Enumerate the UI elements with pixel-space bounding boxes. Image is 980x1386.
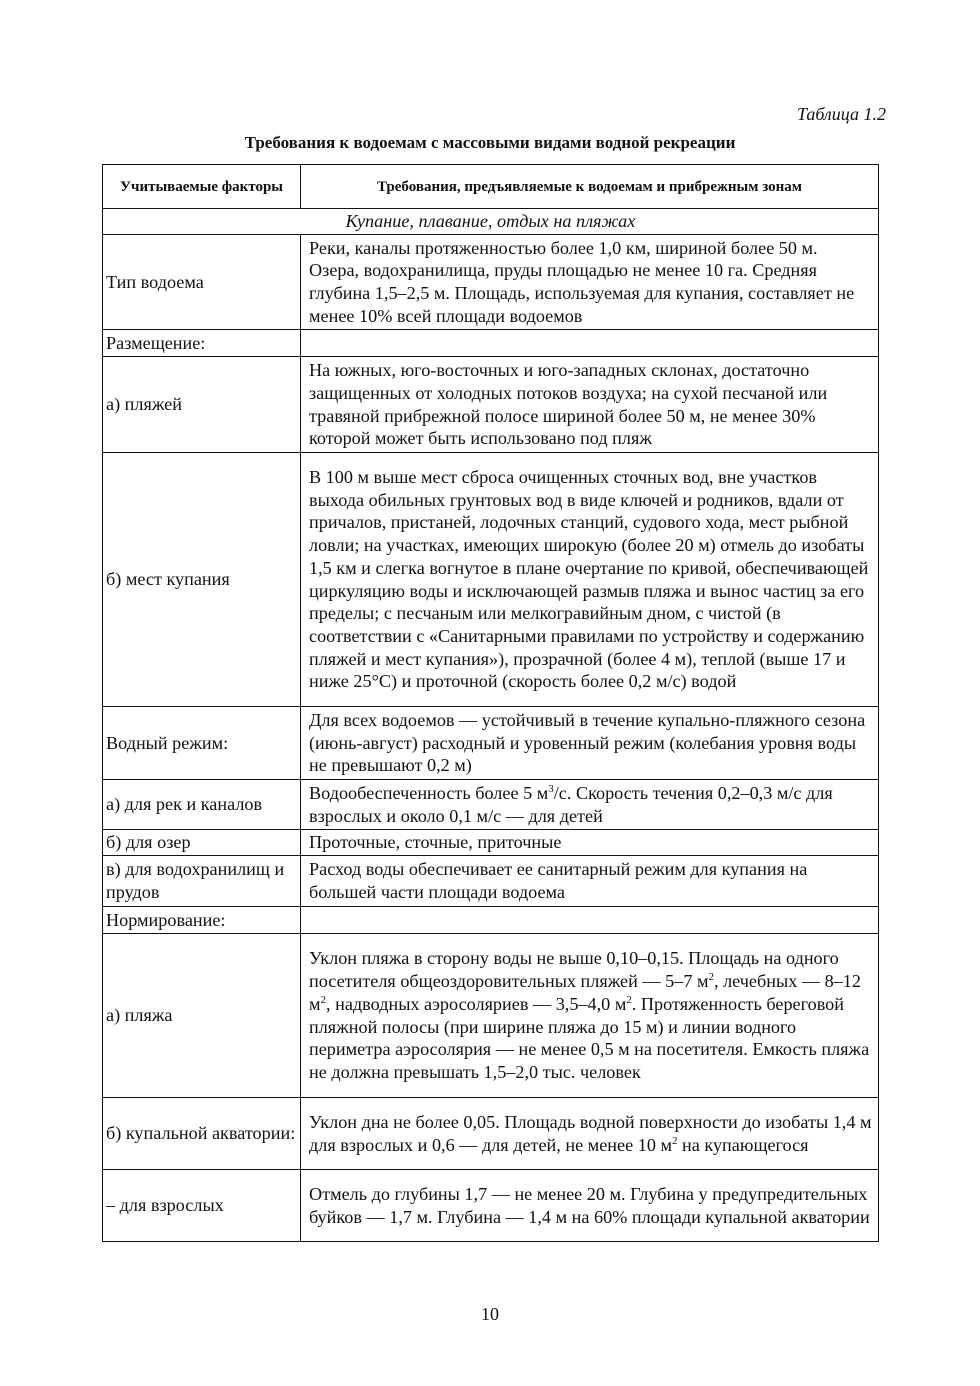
- table-row: [103, 707, 879, 780]
- factor-cell: Тип водоема: [103, 235, 301, 330]
- superscript: 2: [626, 993, 632, 1006]
- superscript: 2: [320, 993, 327, 1006]
- requirement-cell: [301, 330, 879, 357]
- factor-cell: б) мест купания: [103, 453, 301, 707]
- section-row: [103, 209, 879, 235]
- table-row: [103, 1170, 879, 1242]
- table-number-label: Таблица 1.2: [796, 104, 886, 124]
- requirement-cell: [301, 780, 879, 830]
- section-title: Купание, плавание, отдых на пляжах: [103, 209, 879, 235]
- table-row: [103, 907, 879, 934]
- factor-cell: а) для рек и каналов: [103, 780, 301, 830]
- requirement-cell: В 100 м выше мест сброса очищенных сточных вод, вне участков выхода обильных грунтовых вод в виде ключей и родников, вдали от причалов, пристаней, лодочных станций, судового хода, мест рыбной ловли; на участках, имеющих широкую (более 20 м) отмель до изобаты 1,5 км и слегка вогнутое в плане очертание по кривой, обеспечивающей циркуляцию воды и исключающей размыв пляжа и вынос частиц за его пределы; с песчаным или мелкогравийным дном, с чистой (в соответствии с «Санитарными правилами по устройству и содержанию пляжей и мест купания»), прозрачной (более 4 м), теплой (выше 17 и ниже 25°С) и проточной (скорость более 0,2 м/с) водой: [301, 453, 879, 707]
- table-row: [103, 830, 879, 856]
- factor-cell: Водный режим:: [103, 707, 301, 780]
- table-row: [103, 453, 879, 707]
- requirement-cell: Расход воды обеспечивает ее санитарный режим для купания на большей части площади водоема: [301, 856, 879, 907]
- factor-cell: б) для озер: [103, 830, 301, 856]
- table-row: [103, 780, 879, 830]
- superscript: 3: [548, 782, 554, 795]
- factor-cell: а) пляжей: [103, 357, 301, 453]
- superscript: 2: [708, 971, 714, 984]
- column-header-requirements: Требования, предъявляемые к водоемам и прибрежным зонам: [301, 165, 879, 209]
- table-row: [103, 357, 879, 453]
- text-segment: . Протяженность береговой пляжной полосы (при ширине пляжа до 15 м) и линии водного периметра аэросолярия — не менее 0,5 м на посетителя. Емкость пляжа не должна превышать 1,5–2,0 тыс. человек: [309, 993, 870, 1082]
- text-segment: Водообеспеченность более 5 м: [309, 782, 549, 803]
- requirement-cell: Отмель до глубины 1,7 — не менее 20 м. Глубина у предупредительных буйков — 1,7 м. Глубина — 1,4 м на 60% площади купальной акватории: [301, 1170, 879, 1242]
- page-number: 10: [481, 1304, 499, 1324]
- text-segment: /с. Скорость течения 0,2–0,3 м/с для взрослых и около 0,1 м/с — для детей: [309, 782, 833, 826]
- table-row: [103, 235, 879, 330]
- table-row: [103, 934, 879, 1098]
- table-row: [103, 856, 879, 907]
- text-segment: , надводных аэросоляриев — 3,5–4,0 м: [326, 993, 627, 1014]
- requirement-cell: Для всех водоемов — устойчивый в течение купально-пляжного сезона (июнь-август) расходный и уровенный режим (колебания уровня воды не превышают 0,2 м): [301, 707, 879, 780]
- superscript: 2: [671, 1134, 678, 1147]
- factor-cell: Нормирование:: [103, 907, 301, 934]
- requirement-cell: Реки, каналы протяженностью более 1,0 км, шириной более 50 м. Озера, водохранилища, пруды площадью не менее 10 га. Средняя глубина 1,5–2,5 м. Площадь, используемая для купания, составляет не менее 10% всей площади водоемов: [301, 235, 879, 330]
- factor-cell: в) для водохранилищ и прудов: [103, 856, 301, 907]
- requirement-cell: Проточные, сточные, приточные: [301, 830, 879, 856]
- factor-cell: б) купальной акватории:: [103, 1098, 301, 1170]
- table-row: [103, 1098, 879, 1170]
- factor-cell: – для взрослых: [103, 1170, 301, 1242]
- requirement-cell: [301, 907, 879, 934]
- factor-cell: Размещение:: [103, 330, 301, 357]
- table-title: Требования к водоемам с массовыми видами водной рекреации: [244, 133, 736, 152]
- requirement-cell: [301, 934, 879, 1098]
- column-header-factors: Учитываемые факторы: [103, 165, 301, 209]
- factor-cell: а) пляжа: [103, 934, 301, 1098]
- table-row: [103, 330, 879, 357]
- table-header-row: [103, 165, 879, 209]
- text-segment: на купающегося: [677, 1134, 809, 1155]
- requirement-cell: [301, 1098, 879, 1170]
- text-segment: , лечебных — 8–12 м: [309, 971, 861, 1014]
- requirements-table: [102, 164, 879, 1242]
- text-segment: Уклон пляжа в сторону воды не выше 0,10–0,15. Площадь на одного посетителя общеоздоровительных пляжей — 5–7 м: [309, 948, 839, 992]
- requirement-cell: На южных, юго-восточных и юго-западных склонах, достаточно защищенных от холодных потоков воздуха; на сухой песчаной или травяной прибрежной полосе шириной более 50 м, не менее 30% которой может быть использовано под пляж: [301, 357, 879, 453]
- text-segment: Уклон дна не более 0,05. Площадь водной поверхности до изобаты 1,4 м для взрослых и 0,6 — для детей, не менее 10 м: [309, 1111, 872, 1155]
